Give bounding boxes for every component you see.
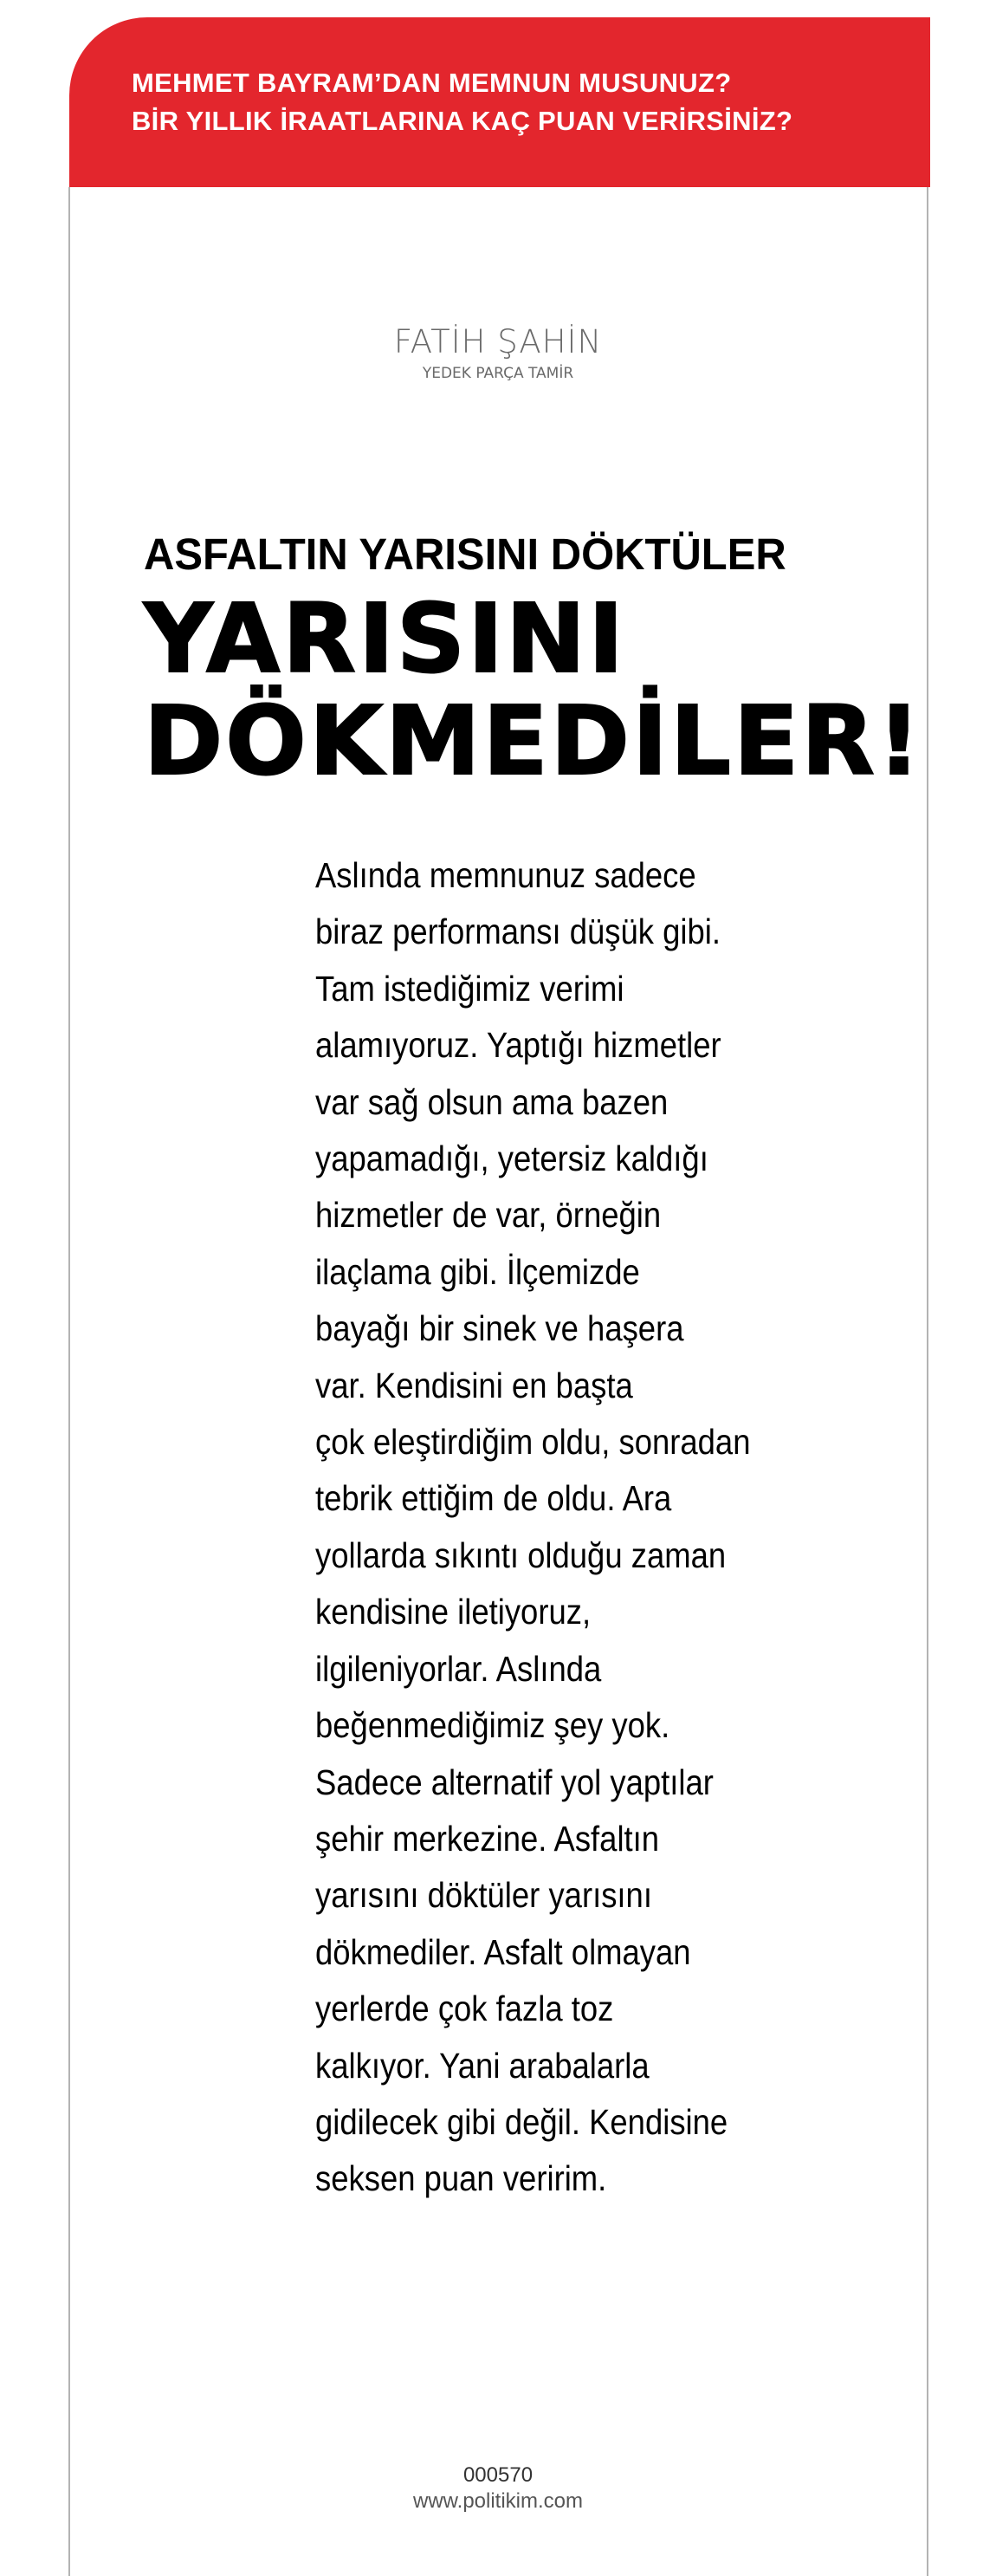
respondent-occupation: YEDEK PARÇA TAMİR — [422, 365, 574, 382]
right-border-rule — [927, 187, 928, 2576]
quote-line: gidilecek gibi değil. Kendisine — [315, 2101, 728, 2142]
quote-line: şehir merkezine. Asfaltın — [315, 1818, 660, 1859]
quote-line: Tam istediğimiz verimi — [315, 968, 624, 1009]
site-url: www.politikim.com — [412, 2489, 584, 2513]
quote-line: dökmediler. Asfalt olmayan — [315, 1931, 691, 1972]
quote-line: yarısını döktüler yarısını — [315, 1875, 652, 1916]
quote-body — [315, 847, 752, 2208]
quote-line: ilaçlama gibi. İlçemizde — [315, 1251, 640, 1292]
respondent-name: FATİH ŞAHİN — [393, 323, 603, 360]
quote-line: Sadece alternatif yol yaptılar — [315, 1762, 714, 1802]
quote-line: çok eleştirdiğim oldu, sonradan — [315, 1422, 751, 1463]
main-headline-line-1: YARISINI — [144, 583, 627, 694]
sub-headline: ASFALTIN YARISINI DÖKTÜLER — [144, 529, 786, 579]
quote-line: tebrik ettiğim de oldu. Ara — [315, 1478, 672, 1519]
quote-line: biraz performansı düşük gibi. — [315, 912, 721, 952]
quote-line: kendisine iletiyoruz, — [315, 1592, 592, 1632]
main-headline — [144, 583, 924, 796]
quote-line: Aslında memnunuz sadece — [315, 855, 696, 895]
quote-line: kalkıyor. Yani arabalarla — [315, 2045, 650, 2086]
quote-line: bayağı bir sinek ve haşera — [315, 1308, 684, 1349]
quote-line: ilgileniyorlar. Aslında — [315, 1648, 602, 1689]
quote-line: yollarda sıkıntı olduğu zaman — [315, 1535, 727, 1575]
page-footer — [364, 2462, 632, 2514]
quote-line: alamıyoruz. Yaptığı hizmetler — [315, 1025, 721, 1066]
quote-line: hizmetler de var, örneğin — [315, 1195, 662, 1236]
question-banner — [69, 17, 930, 187]
quote-line: yerlerde çok fazla toz — [315, 1989, 614, 2029]
quote-line: seksen puan veririm. — [315, 2158, 607, 2199]
banner-question-line-2: BİR YILLIK İRAATLARINA KAÇ PUAN VERİRSİNİZ? — [132, 106, 793, 136]
page-code: 000570 — [462, 2463, 534, 2487]
quote-line: beğenmediğimiz şey yok. — [315, 1705, 670, 1746]
banner-question-line-1: MEHMET BAYRAM’DAN MEMNUN MUSUNUZ? — [132, 68, 732, 98]
quote-line: var sağ olsun ama bazen — [315, 1081, 669, 1122]
quote-line: var. Kendisini en başta — [315, 1365, 633, 1405]
respondent-info — [346, 322, 650, 383]
main-headline-line-2: DÖKMEDİLER! — [144, 685, 924, 796]
quote-line: yapamadığı, yetersiz kaldığı — [315, 1139, 708, 1179]
left-border-rule — [68, 187, 70, 2576]
